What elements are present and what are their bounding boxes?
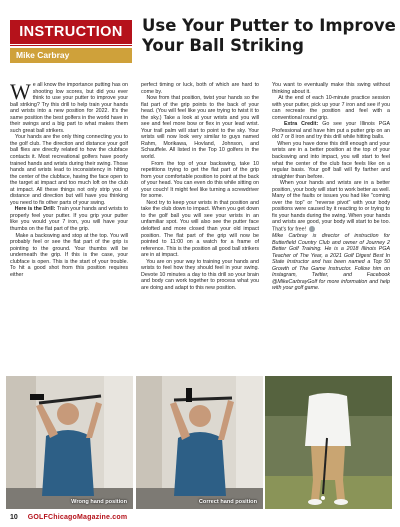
- photo-wrong-hand-position: [6, 376, 133, 509]
- magazine-website: GOLFChicagoMagazine.com: [27, 514, 128, 521]
- section-label: INSTRUCTION: [10, 20, 132, 44]
- golfer-photo-2-image: [136, 376, 263, 509]
- article-title: [142, 16, 396, 56]
- paragraph: When your hands and wrists are in a better position, your body will start to work better as well. Many of the faults or issues you had like "coming over the top" or "reverse pivot" with your body positions were caused by it reacting to or trying to fix your hands during the swing. When your hands and wrists are good, your body will start to be too. That's for free!: [272, 180, 390, 233]
- paragraph: You want to eventually make this swing without thinking about it.: [272, 82, 390, 95]
- paragraph: perfect timing or luck, both of which are hard to come by.: [141, 82, 259, 95]
- author-bar: Mike Carbray: [10, 48, 132, 63]
- article-header: [10, 16, 396, 72]
- title-line-2: Your Ball Striking: [142, 36, 304, 55]
- photo-caption: Wrong hand position: [71, 499, 127, 505]
- paragraph: At the end of each 10-minute practice session with your putter, pick up your 7 iron and see if you can recreate the position and feel with a conventional round grip.: [272, 95, 390, 121]
- column-2: [141, 82, 259, 372]
- drop-cap: W: [10, 82, 31, 104]
- paragraph: When you have done this drill enough and your wrists are in a better position at the top of your backswing and into impact, you will start to feel what the center of the club face feels like on a regular basis. Your golf ball will fly farther and straighter than before.: [272, 140, 390, 180]
- paragraph: From the top of your backswing, take 10 repetitions trying to get the flat part of the grip from your comfortable position to point at the back of your head. You can even do this while sitting on your couch! It might feel like turning a screwdriver for some.: [141, 160, 259, 200]
- golf-ball-end-icon: [309, 226, 315, 232]
- paragraph: Next try to keep your wrists in that position and take the club down to impact. When you get down to the golf ball you will see your wrists in an unfamiliar spot. You will also see the putter face delofted and more closed than your old impact position. The flat part of the grip will now be pointed to 11:00 on a watch for a frame of reference. This is the position all good ball strikers are in at impact.: [141, 199, 259, 259]
- paragraph: Extra Credit: Go see your Illinois PGA Professional and have him put a putter grip on an old 7 or 8 iron and try this drill while hitting balls.: [272, 121, 390, 141]
- paragraph: You are on your way to training your hands and wrists to feel how they should feel in your swing. Devote 10 minutes a day to this drill so your brain and body can work together to process what you are doing and adapt to this new position.: [141, 258, 259, 291]
- section-rule: [10, 45, 132, 46]
- article-body: [10, 82, 390, 372]
- paragraph: Here is the Drill: Train your hands and wrists to properly feel your putter. If you grip your putter like you would your 7 iron, you will have your thumbs on the flat part of the grip.: [10, 206, 128, 233]
- title-line-1: Use Your Putter to Improve: [142, 16, 396, 35]
- paragraph: Your hands are the only thing connecting you to the golf club. The direction and distance your golf ball flies are directly related to how the clubface contacts it. Most recreational golfers have poorly trained hands and wrists during their swing. Those hands and wrists lead to inconsistency in hitting the center of the clubface, having the face open to the target at impact and too much loft on the club at impact. All these things not only strip you of distance and direction but will have you thinking you need to fix other parts of your swing.: [10, 134, 128, 206]
- column-3: [272, 82, 390, 372]
- paragraph: Make a backswing and stop at the top. You will probably feel or see the flat part of the grip is pointing to the ground. Your thumbs will be underneath the grip. If this is the case, your clubface is open. This is the start of your trouble. To hit a good shot from this position requires either: [10, 232, 128, 278]
- photo-correct-hand-position: [136, 376, 263, 509]
- author-bio: Mike Carbray is director of instruction for Butterfield Country Club and owner of Journey 2 Better Golf Training. He is a 2018 Illinois PGA Teacher of The Year, a 2021 Golf Digest Best In State Instructor and has been named a Top 50 Growth of The Game Instructor. Follow him on Instagram, Twitter, and Facebook @MikeCarbrayGolf for more information and help with your golf game.: [272, 232, 390, 292]
- page-number: 10: [10, 514, 18, 521]
- page-footer: [10, 512, 390, 524]
- golfer-photo-1-image: [6, 376, 133, 509]
- golfer-photo-3-image: [265, 376, 392, 509]
- photo-caption: Correct hand position: [198, 499, 257, 505]
- photo-impact-position: [265, 376, 392, 509]
- paragraph: Now from that position, twist your hands so the flat part of the grip points to the back of your head. (You will feel like you are trying to twist it to the sky.) Take a look at your wrists and you will see and feel more bow or flex in your lead wrist. Your trail palm will start to point to the sky. Your wrists will now look very similar to guys named Rahm, Morikawa, Hovland, Johnson, and Schauffele. All listed in the Top 10 golfers in the world.: [141, 95, 259, 161]
- paragraph: We all know the importance putting has on shooting low scores, but did you ever think to use your putter to improve your ball striking? Try this drill to help train your hands and wrists into a new position for 2022. It's the same position the best golfers in the world have in their swings and a big part to what makes them such great ball strikers.: [10, 82, 128, 134]
- column-1: [10, 82, 128, 372]
